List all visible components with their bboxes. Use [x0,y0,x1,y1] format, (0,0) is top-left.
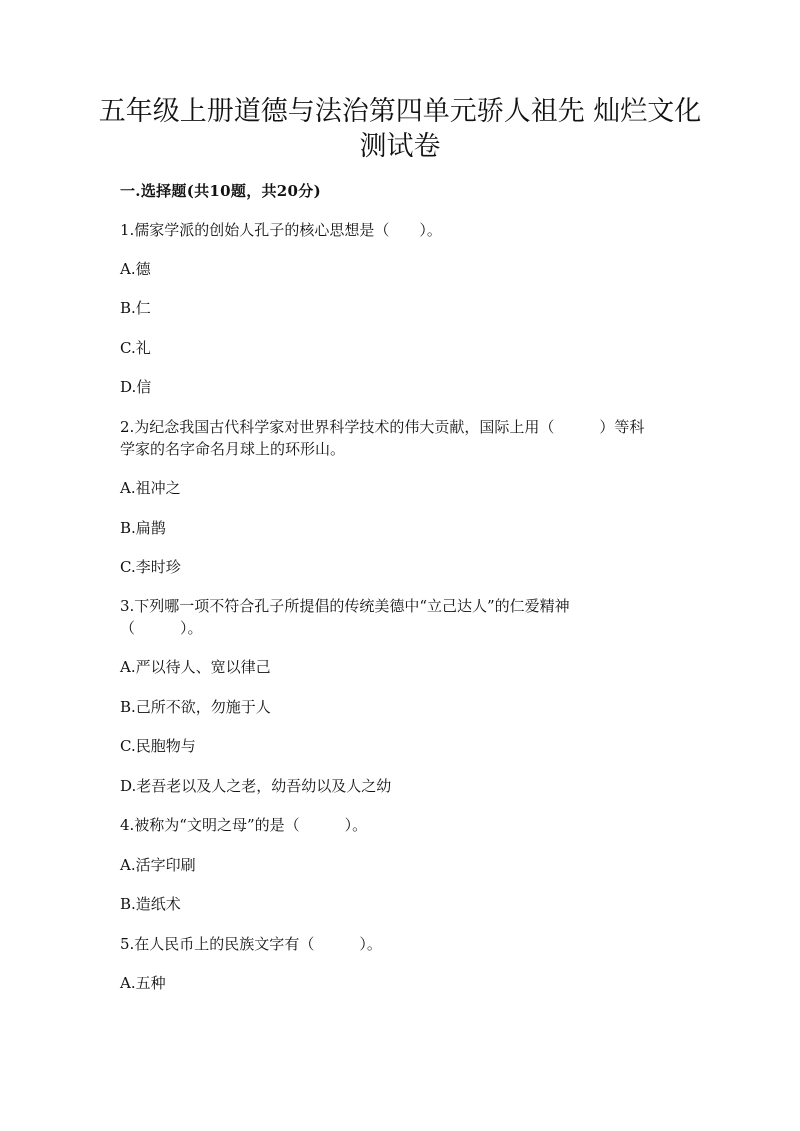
question-4-option-b: B.造纸术 [120,895,181,913]
question-4-option-a: A.活字印刷 [120,856,196,874]
page-title-line-1: 五年级上册道德与法治第四单元骄人祖先 灿烂文化 [98,96,702,127]
question-5-stem: 5.在人民币上的民族文字有（ ）。 [120,935,382,953]
question-1-option-d: D.信 [120,378,152,396]
question-2-stem-line-2: 学家的名字命名月球上的环形山。 [120,440,346,458]
question-3-stem-line-1: 3.下列哪一项不符合孔子所提倡的传统美德中“立己达人”的仁爱精神 [120,597,570,615]
question-3-option-d: D.老吾老以及人之老，幼吾幼以及人之幼 [120,777,392,795]
question-1-option-b: B.仁 [120,299,151,317]
question-2-option-a: A.祖冲之 [120,479,181,497]
question-1-option-c: C.礼 [120,339,151,357]
question-1-stem: 1.儒家学派的创始人孔子的核心思想是（ ）。 [120,221,442,239]
question-2-option-c: C.李时珍 [120,558,181,576]
question-3-stem-line-2: （ ）。 [120,619,203,637]
question-3-option-b: B.己所不欲，勿施于人 [120,698,271,716]
question-3-option-a: A.严以待人、宽以律己 [120,658,271,676]
question-1-option-a: A.德 [120,260,151,278]
question-3-option-c: C.民胞物与 [120,737,196,755]
page-title-line-2: 测试卷 [359,131,441,162]
question-4-stem: 4.被称为“文明之母”的是（ ）。 [120,816,368,834]
section-heading: 一.选择题(共10题，共20分) [120,182,321,200]
question-2-stem-line-1: 2.为纪念我国古代科学家对世界科学技术的伟大贡献，国际上用（ ）等科 [120,418,645,436]
question-5-option-a: A.五种 [120,974,166,992]
question-2-option-b: B.扁鹊 [120,519,166,537]
